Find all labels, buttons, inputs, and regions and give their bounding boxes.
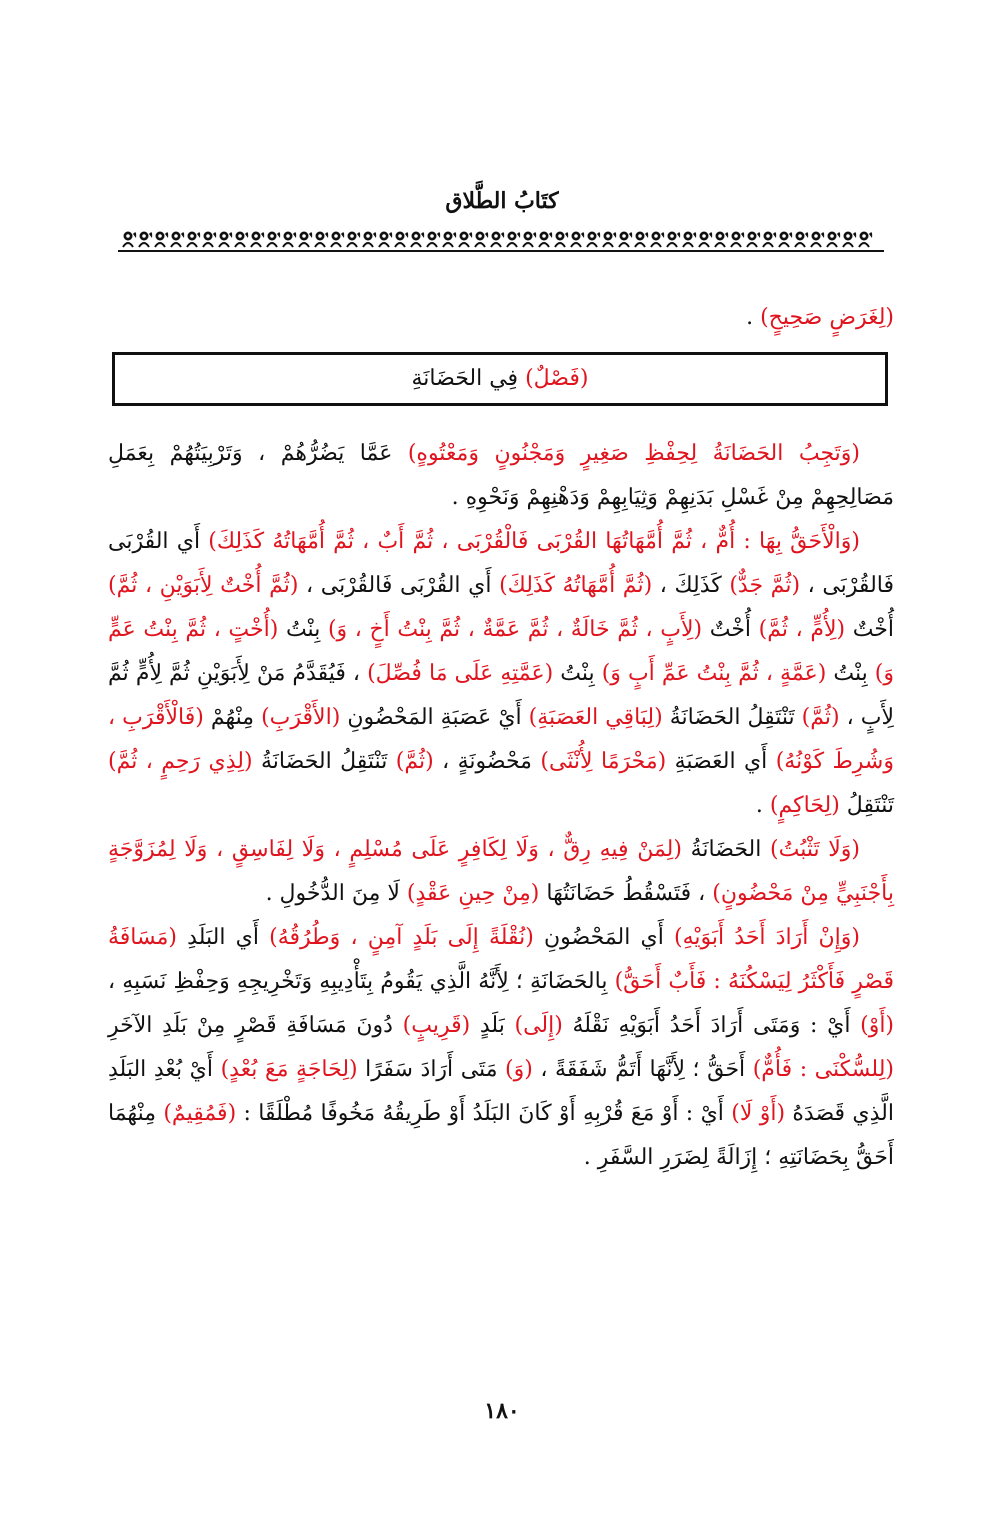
ornament-motif xyxy=(699,232,712,248)
ornament-motif xyxy=(571,232,584,248)
ornament-motif xyxy=(427,232,440,248)
ornament-motif xyxy=(715,232,728,248)
ornament-motif xyxy=(443,232,456,248)
text-segment: (أَوْ) xyxy=(860,1013,895,1038)
ornament-motif xyxy=(651,232,664,248)
section-heading-box xyxy=(112,352,888,406)
text-segment: بِنْتُ xyxy=(553,661,602,686)
section-heading-segment: (فَصْلٌ) xyxy=(525,366,589,391)
ornament-motif xyxy=(187,232,200,248)
text-segment: بَلَدٍ xyxy=(470,1013,515,1038)
text-segment: (ثُمَّ أُخْتٌ لِأَبَوَيْنِ ، ثُمَّ) xyxy=(108,573,299,598)
text-segment: تَنْتَقِلُ الحَضَانَةُ xyxy=(252,749,396,774)
ornament-motif xyxy=(379,232,392,248)
ornament-motif xyxy=(315,232,328,248)
text-segment: لَا مِنَ الدُّخُولِ . xyxy=(265,881,407,906)
text-segment: بِنْتُ xyxy=(826,661,875,686)
ornament-motif xyxy=(843,232,856,248)
ornament-motif xyxy=(811,232,824,248)
ornament-motif xyxy=(251,232,264,248)
text-segment: أَي القُرْبَى فَالقُرْبَى ، xyxy=(298,573,500,598)
text-segment: مِنْهُمْ xyxy=(203,705,262,730)
ornament-motif xyxy=(763,232,776,248)
text-segment: (عَمَّتِهِ عَلَى مَا فُصِّلَ) xyxy=(367,661,554,686)
text-segment: تَنْتَقِلُ xyxy=(839,793,894,818)
text-segment: مَحْضُونَةٍ ، xyxy=(433,749,541,774)
text-segment: (ثُمَّ) xyxy=(395,749,434,774)
text-segment: ، فَتَسْقُطُ حَضَانَتُهَا xyxy=(539,881,713,906)
text-segment: (فَالْأَقْرَبِ ، وَشُرِطَ كَوْنُهُ) xyxy=(108,705,894,774)
ornament-motif xyxy=(603,232,616,248)
ornament-motif xyxy=(731,232,744,248)
ornament-motif xyxy=(491,232,504,248)
floral-border-icon xyxy=(118,226,884,254)
ornament-motif xyxy=(155,232,168,248)
text-segment: (لِبَاقِي العَصَبَةِ) xyxy=(528,705,663,730)
text-segment: أَي العَصَبَةِ xyxy=(666,749,776,774)
text-segment: أُخْتٌ xyxy=(702,617,759,642)
text-segment: (وَ) xyxy=(505,1057,533,1082)
text-segment: (الأَقْرَبِ) xyxy=(261,705,341,730)
text-segment: (مِنْ حِينِ عَقْدٍ) xyxy=(406,881,540,906)
text-segment: (لِأَبٍ ، ثُمَّ خَالَةٌ ، ثُمَّ عَمَّةٌ ، ثُمَّ بِنْتُ أَخٍ ، وَ) xyxy=(327,617,703,642)
ornament-motif xyxy=(411,232,424,248)
paragraph xyxy=(108,828,894,916)
ornament-motif xyxy=(203,232,216,248)
ornament-motif xyxy=(219,232,232,248)
ornament-motif xyxy=(827,232,840,248)
ornament-motif xyxy=(299,232,312,248)
text-segment: أَي القُرْبَى فَالقُرْبَى ، xyxy=(108,529,894,598)
text-segment: (لِحَاجَةٍ مَعَ بُعْدٍ) xyxy=(220,1057,358,1082)
ornament-motif xyxy=(347,232,360,248)
ornament-motif xyxy=(267,232,280,248)
paragraph xyxy=(108,520,894,828)
running-header-title: كتَابُ الطَّلاق xyxy=(445,188,559,214)
ornament-motif xyxy=(395,232,408,248)
text-segment: عَمَّا يَضُرُّهُمْ ، وَتَرْبِيَتُهُمْ بِعَمَلِ مَصَالِحِهِمْ مِنْ غَسْلِ بَدَنِهِمْ وَثِيَابِهِمْ وَدَهْنِهِمْ وَنَحْوِهِ . xyxy=(108,441,894,510)
ornament-motif xyxy=(539,232,552,248)
ornament-motif xyxy=(779,232,792,248)
text-segment: مِنْهُمَا أَحَقُّ بِحَضَانَتِهِ ؛ إِزَالَةً لِضَرَرِ السَّفَرِ . xyxy=(108,1101,894,1170)
ornament-motif xyxy=(619,232,632,248)
text-segment: (أَوْ لَا) xyxy=(731,1101,786,1126)
text-segment: (إِلَى) xyxy=(514,1013,563,1038)
text-segment: (نُقْلَةً إِلَى بَلَدٍ آمِنٍ ، وَطُرُقُهُ) xyxy=(269,925,534,950)
text-segment: (وَلَا تَثْبُتُ) xyxy=(770,837,861,862)
text-segment: (قَرِيبٍ) xyxy=(402,1013,471,1038)
text-segment: أَي البَلَدِ xyxy=(177,925,270,950)
text-segment: (وَالْأَحَقُّ بِهَا : أُمٌّ ، ثُمَّ أُمَّهَاتُهَا القُرْبَى فَالْقُرْبَى ، ثُمَّ أَبٌ ، ثُمَّ أُمَّهَاتُهُ كَذَلِكَ) xyxy=(208,529,860,554)
ornament-motif xyxy=(139,232,152,248)
text-segment: بِالحَضَانَةِ ؛ لِأَنَّهُ الَّذِي يَقُومُ بِتَأْدِيبِهِ وَتَخْرِيجِهِ وَحِفْظِ نَسَبِهِ ، xyxy=(108,969,615,994)
text-segment: (فَمُقِيمٌ) xyxy=(163,1101,237,1126)
text-segment: (لِأُمٍّ ، ثُمَّ) xyxy=(758,617,846,642)
intro-line xyxy=(108,296,894,340)
ornament-motif xyxy=(507,232,520,248)
main-text xyxy=(108,432,894,1180)
text-segment: أُخْتٌ xyxy=(845,617,895,642)
text-segment: (مَسَافَةُ قَصْرٍ فَأَكْثَرُ لِيَسْكُنَهُ : فَأَبٌ أَحَقُّ) xyxy=(108,925,894,994)
intro-segment: (لِغَرَضٍ صَحِيحٍ) xyxy=(760,305,894,330)
text-segment: تَنْتَقِلُ الحَضَانَةُ xyxy=(662,705,802,730)
paragraph xyxy=(108,432,894,520)
text-segment: أَيْ : أَوْ مَعَ قُرْبِهِ أَوْ كَانَ البَلَدُ أَوْ طَرِيقُهُ مَخُوفًا مُطْلَقًا : xyxy=(236,1101,732,1126)
text-segment: (لِلسُّكْنَى : فَأُمٌّ) xyxy=(752,1057,894,1082)
ornament-motif xyxy=(795,232,808,248)
text-segment: (لِحَاكِمٍ) xyxy=(769,793,840,818)
ornament-motif xyxy=(363,232,376,248)
text-segment: ، فَيُقَدَّمُ مَنْ لِأَبَوَيْنِ ثُمَّ لِأُمٍّ ثُمَّ لِأَبٍ ، xyxy=(108,661,895,730)
text-segment: (ثُمَّ أُمَّهَاتُهُ كَذَلِكَ) xyxy=(499,573,653,598)
ornament-motif xyxy=(523,232,536,248)
ornament-motif xyxy=(555,232,568,248)
text-segment: أَيْ بُعْدِ البَلَدِ الَّذِي قَصَدَهُ xyxy=(108,1057,894,1126)
text-segment: (لِمَنْ فِيهِ رِقٌّ ، وَلَا لِكَافِرٍ عَلَى مُسْلِمٍ ، وَلَا لِفَاسِقٍ ، وَلَا لِمُزَوَّجَةٍ بِأَجْنَبِيٍّ مِنْ مَحْضُونٍ) xyxy=(108,837,894,906)
ornament-motif xyxy=(587,232,600,248)
paragraph xyxy=(108,916,894,1180)
text-segment: (وَإِنْ أَرَادَ أَحَدُ أَبَوَيْهِ) xyxy=(674,925,860,950)
text-segment: (ثُمَّ) xyxy=(801,705,840,730)
text-segment: (وَتَجِبُ الحَضَانَةُ لِحِفْظِ صَغِيرٍ وَمَجْنُونٍ وَمَعْتُوهٍ) xyxy=(407,441,860,466)
ornament-motif xyxy=(283,232,296,248)
ornament-motif xyxy=(171,232,184,248)
text-segment: أَحَقُّ ؛ لِأَنَّهَا أَتَمُّ شَفَقَةً ، xyxy=(532,1057,753,1082)
text-segment: بِنْتُ xyxy=(278,617,328,642)
ornament-motif xyxy=(331,232,344,248)
intro-segment: . xyxy=(746,305,761,330)
text-segment: (عَمَّةٍ ، ثُمَّ بِنْتُ عَمِّ أَبٍ وَ) xyxy=(601,661,827,686)
ornament-motif xyxy=(859,232,872,248)
text-segment: دُونَ مَسَافَةِ قَصْرٍ مِنْ بَلَدِ الآخَرِ xyxy=(108,1013,403,1038)
text-segment: (أُخْتٍ ، ثُمَّ بِنْتُ عَمٍّ وَ) xyxy=(108,617,894,686)
page-number: ١٨٠ xyxy=(484,1398,520,1424)
text-segment: كَذَلِكَ ، xyxy=(652,573,730,598)
ornament-motif xyxy=(683,232,696,248)
text-segment: أَيْ عَصَبَةِ المَحْضُونِ xyxy=(340,705,529,730)
ornament-motif xyxy=(635,232,648,248)
ornament-motif xyxy=(475,232,488,248)
ornament-motif xyxy=(459,232,472,248)
text-segment: أَي المَحْضُونِ xyxy=(533,925,675,950)
ornament-motif xyxy=(123,232,136,248)
text-segment: . xyxy=(755,793,770,818)
text-segment: أَيْ : وَمَتَى أَرَادَ أَحَدُ أَبَوَيْهِ نَقْلَهُ xyxy=(562,1013,861,1038)
text-segment: (لِذِي رَحِمٍ ، ثُمَّ) xyxy=(108,749,253,774)
text-segment: (ثُمَّ جَدٌّ) xyxy=(729,573,801,598)
ornament-motif xyxy=(667,232,680,248)
ornament-motif xyxy=(747,232,760,248)
ornament-motif xyxy=(235,232,248,248)
section-heading-segment: فِي الحَضَانَةِ xyxy=(411,366,526,391)
text-segment: (مَحْرَمًا لِأُنْثَى) xyxy=(540,749,667,774)
text-segment: مَتَى أَرَادَ سَفَرًا xyxy=(357,1057,506,1082)
text-segment: الحَضَانَةُ xyxy=(681,837,771,862)
